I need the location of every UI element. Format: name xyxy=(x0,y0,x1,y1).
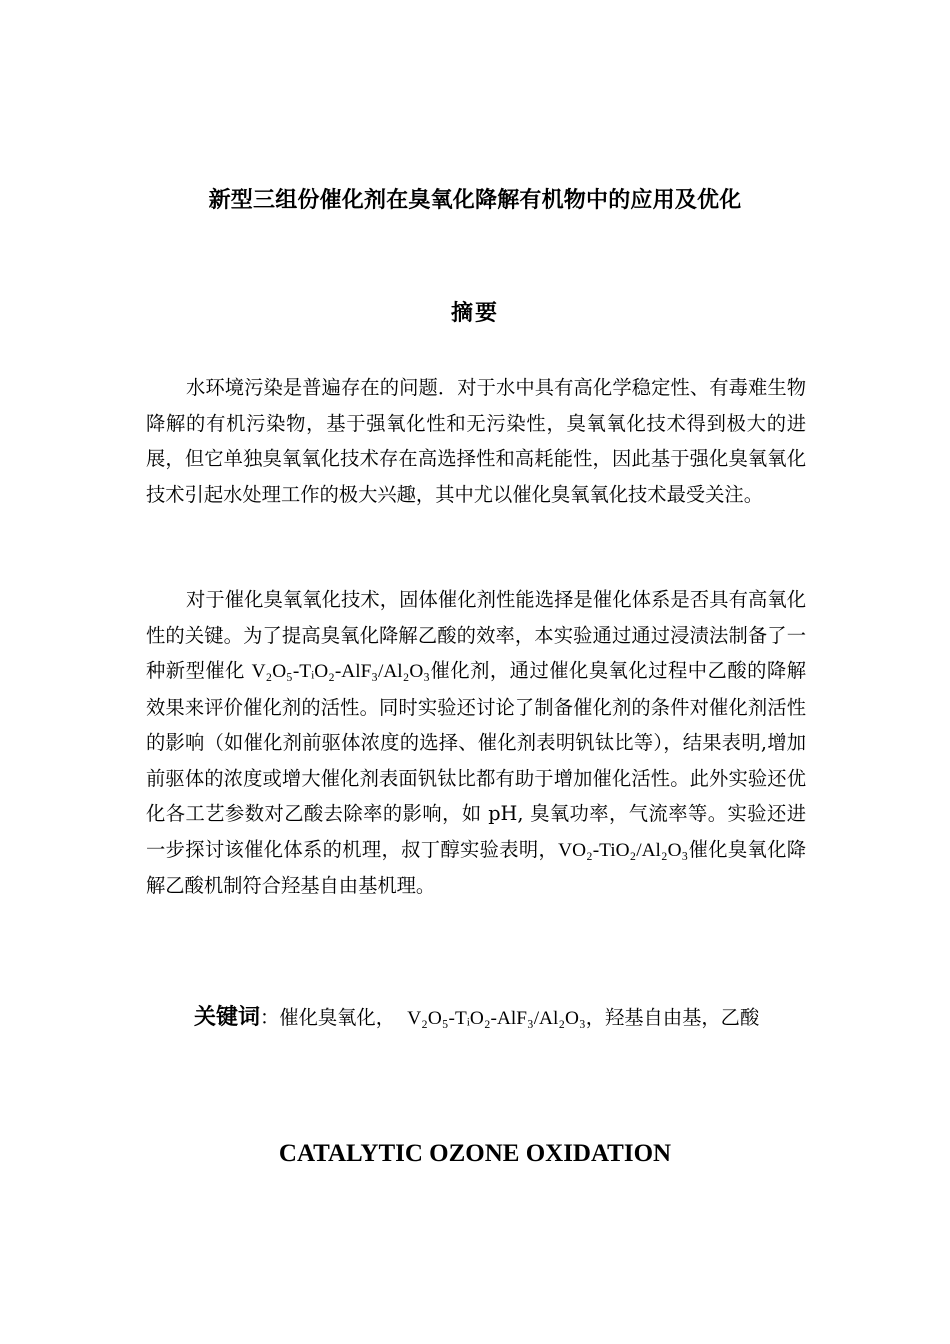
paragraph-2-text-c: 催化臭氧化降解乙酸机制符合羟基自由基机理。 xyxy=(146,837,807,897)
keyword-3: ，羟基自由基，乙酸 xyxy=(585,1006,760,1029)
keywords-label: 关键词 xyxy=(194,1005,261,1030)
english-title: CATALYTIC OZONE OXIDATION xyxy=(278,1140,672,1167)
catalyst-formula-2: VO₂-TiO₂/Al₂O₃ xyxy=(558,839,689,861)
catalyst-formula: V₂O₅-TᵢO₂-AlF₃/Al₂O₃ xyxy=(251,661,431,682)
keyword-2: V₂O₅-TᵢO₂-AlF₃/Al₂O₃ xyxy=(407,1008,586,1029)
keyword-1: 催化臭氧化， xyxy=(279,1006,395,1029)
paragraph-2-text-b: 催化剂，通过催化臭氧化过程中乙酸的降解效果来评价催化剂的活性。同时实验还讨论了制备催化剂的条件对催化剂活性的影响（如催化剂前驱体浓度的选择、催化剂表明钒钛比等），结果表明,增加前驱体的浓度或增大催化剂表面钒钛比都有助于增加催化活性。此外实验还优化各工艺参数对乙酸去除率的影响，如 pH, 臭氧功率，气流率等。实验还进一步探讨该催化体系的机理，叔丁醇实验表明， xyxy=(146,659,806,861)
paragraph-2-text-a: 对于催化臭氧氧化技术，固体催化剂性能选择是催化体系是否具有高氧化性的关键。为了提高臭氧化降解乙酸的效率，本实验通过通过浸渍法制备了一种新型催化 xyxy=(146,588,806,682)
abstract-heading: 摘要 xyxy=(450,301,499,326)
abstract-paragraph-2 xyxy=(146,582,806,904)
keywords-line xyxy=(146,992,806,1044)
document-title: 新型三组份催化剂在臭氧化降解有机物中的应用及优化 xyxy=(208,188,742,213)
keywords-separator: ： xyxy=(260,1006,280,1029)
abstract-paragraph-1: 水环境污染是普遍存在的问题．对于水中具有高化学稳定性、有毒难生物降解的有机污染物，基于强氧化性和无污染性，臭氧氧化技术得到极大的进展，但它单独臭氧氧化技术存在高选择性和高耗能性，因此基于强化臭氧氧化技术引起水处理工作的极大兴趣，其中尤以催化臭氧氧化技术最受关注。 xyxy=(146,376,806,506)
